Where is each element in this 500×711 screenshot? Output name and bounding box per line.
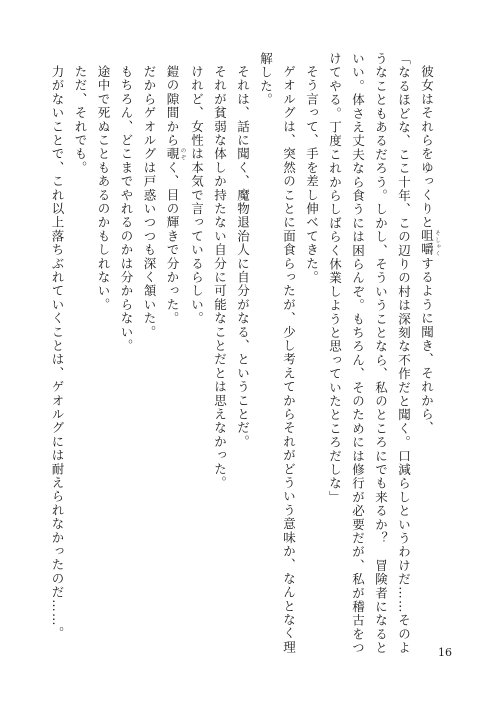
- text-line-6: そう言って、手を差し伸べてきた。: [304, 64, 320, 284]
- body-text: [50, 52, 440, 655]
- ruby-nozoku: 覗 のぞ: [165, 146, 186, 161]
- text-line-13: だからゲオルグは戸惑いつつも深く頷いた。: [142, 64, 157, 339]
- text-line-11: けれど、女性は本気で言っているらしい。: [189, 64, 205, 325]
- ruby-soshaku: 咀嚼 そしゃく: [419, 228, 440, 257]
- text-line-17: 力がないことで、これ以上落ちぶれていくことは、ゲオルグには耐えられなかったのだ……。: [50, 64, 65, 640]
- text-line-5: けてやる。丁度これからしばらく休業しようと思っていたところだしな」: [327, 52, 343, 505]
- text-line-7: ゲオルグは、突然のことに面食らったが、少し考えてからそれがどういう意味か、なんとなく理: [281, 64, 297, 654]
- text-line-4: いい。体さえ丈夫なら食うには困らんぞ。もちろん、そのためには修行が必要だが、私が稽古をつ: [350, 52, 366, 655]
- text-line-12: 鎧の隙間から覗 のぞく、目の輝きで分かった。: [165, 64, 186, 325]
- text-line-3: うなこともあるだろう。しかし、そういうことなら、私のところにでも来るか？ 冒険者になると: [373, 52, 389, 655]
- text-line-1: 彼女はそれらをゆっくりと咀嚼 そしゃくするように聞き、それから、: [419, 64, 440, 435]
- text-line-10: それが貧弱な体しか持たない自分に可能なことだとは思えなかった。: [212, 64, 228, 490]
- text-line-2: 「なるほどな、ここ十年、この辺りの村は深刻な不作だと聞く。口減らしというわけだ……そのよ: [396, 52, 412, 655]
- text-line-16: ただ、それでも。: [73, 64, 88, 175]
- text-line-9: それは、話に聞く、魔物退治人に自分がなる、ということだ。: [235, 64, 251, 449]
- text-line-15: 途中で死ぬこともあるのかもしれない。: [96, 64, 111, 312]
- text-line-8: 解した。: [258, 52, 274, 107]
- page-number: 16: [438, 646, 452, 659]
- text-line-14: もちろん、どこまでやれるのかは分からない。: [119, 64, 134, 353]
